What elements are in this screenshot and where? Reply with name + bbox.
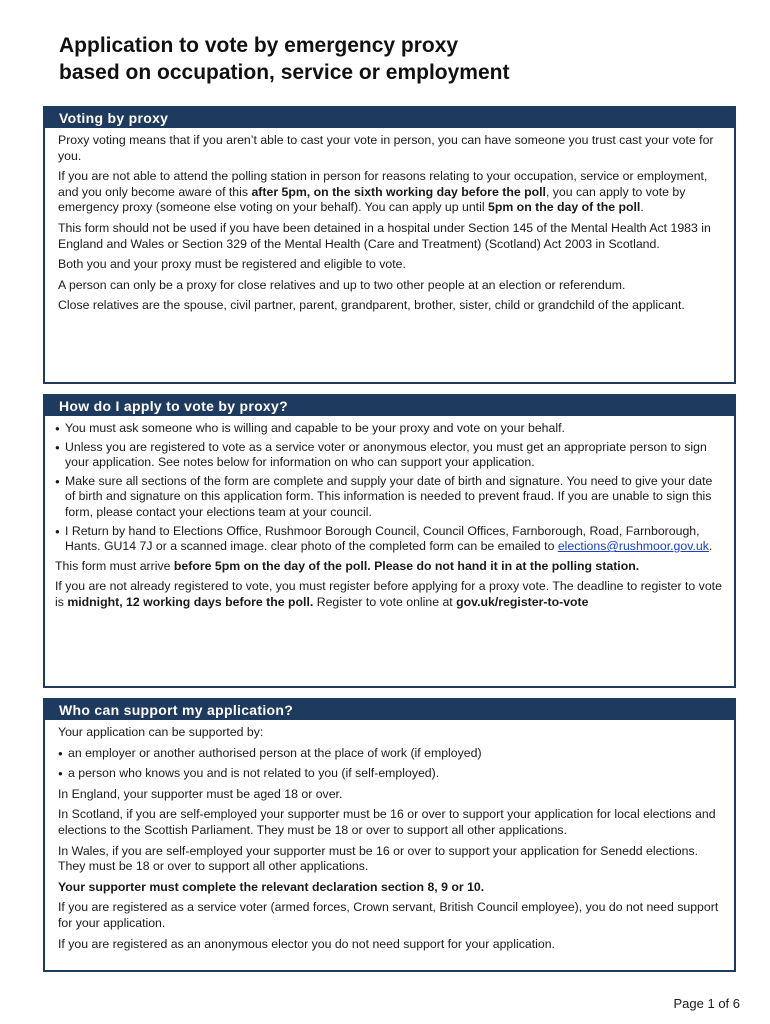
bold-text: after 5pm, on the sixth working day before the poll — [251, 184, 546, 199]
bold-text: gov.uk/register-to-vote — [456, 594, 589, 609]
section-body — [45, 720, 734, 952]
paragraph: In Scotland, if you are self-employed your supporter must be 16 or over to support your application for local elections and elections to the Scottish Parliament. They must be 18 or over to support all other applications. — [58, 807, 716, 837]
list-item: ● Unless you are registered to vote as a service voter or anonymous elector, you must get an appropriate person to sign your application. See notes below for information on who can support your application. — [55, 440, 722, 471]
paragraph — [58, 169, 722, 216]
paragraph: If you are registered as an anonymous elector you do not need support for your application. — [58, 936, 555, 951]
text: I Return by hand to Elections Office, Rushmoor Borough Council, Council Offices, Farnborough, Road, Farnborough, Hants. GU14 7J or a scanned image. clear photo of the completed form can be emailed to — [65, 523, 700, 554]
paragraph: A person can only be a proxy for close relatives and up to two other people at an election or referendum. — [58, 277, 626, 292]
page-title — [59, 32, 719, 86]
page-number: Page 1 of 6 — [673, 996, 740, 1011]
section-voting-by-proxy — [43, 106, 736, 384]
paragraph: Both you and your proxy must be registered and eligible to vote. — [58, 257, 406, 272]
list-item — [55, 524, 722, 555]
text: , you can apply to vote by emergency proxy (someone else voting on your behalf). You can apply up until — [58, 184, 686, 215]
paragraph: Your application can be supported by: — [58, 725, 264, 739]
section-body — [45, 416, 734, 611]
paragraph — [55, 559, 722, 575]
section-body — [45, 128, 734, 314]
email-link[interactable]: elections@rushmoor.gov.uk — [557, 539, 709, 554]
section-how-to-apply — [43, 394, 736, 688]
paragraph: Close relatives are the spouse, civil partner, parent, grandparent, brother, sister, child or grandchild of the applicant. — [58, 298, 685, 313]
title-line-2: based on occupation, service or employment — [59, 61, 510, 84]
text: . — [640, 200, 644, 215]
paragraph: This form should not be used if you have been detained in a hospital under Section 145 of the Mental Health Act 1983 in England and Wales or Section 329 of the Mental Health (Care and Treatment) (Scotland) Act 2003 in Scotland. — [58, 220, 711, 251]
paragraph: Proxy voting means that if you aren’t able to cast your vote in person, you can have someone you trust cast your vote for you. — [58, 133, 714, 163]
paragraph: If you are registered as a service voter (armed forces, Crown servant, British Council employee), you do not need support for your application. — [58, 900, 719, 930]
bold-text: midnight, 12 working days before the poll. — [67, 594, 314, 609]
list-item: ● a person who knows you and is not related to you (if self-employed). — [58, 766, 722, 782]
list-item: ● You must ask someone who is willing and capable to be your proxy and vote on your behalf. — [55, 421, 722, 437]
section-header: Voting by proxy — [45, 108, 734, 128]
text: Register to vote online at — [313, 594, 457, 609]
section-header: Who can support my application? — [45, 700, 734, 720]
text: . — [708, 539, 713, 554]
paragraph: In England, your supporter must be aged 18 or over. — [58, 786, 343, 801]
title-line-1: Application to vote by emergency proxy — [59, 34, 459, 57]
list-item: ● an employer or another authorised person at the place of work (if employed) — [58, 746, 722, 762]
list-item: ● Make sure all sections of the form are complete and supply your date of birth and signature. You need to give your date of birth and signature on this application form. This information is needed to prevent fraud. If you are unable to sign this form, please contact your elections team at your council. — [55, 474, 722, 521]
section-who-can-support — [43, 698, 736, 972]
paragraph: In Wales, if you are self-employed your supporter must be 16 or over to support your application for Senedd elections. They must be 18 or over to support all other applications. — [58, 843, 699, 874]
bold-text: 5pm on the day of the poll — [487, 200, 641, 215]
text: If you are not already registered to vote, you must register before applying for a proxy vote. The deadline to register to vote is — [55, 579, 722, 609]
bold-text: before 5pm on the day of the poll. Please do not hand it in at the polling station. — [173, 558, 640, 573]
text: If you are not able to attend the polling station in person for reasons relating to your occupation, service or employment, and you only become aware of this — [58, 169, 708, 199]
paragraph — [55, 579, 722, 610]
paragraph: Your supporter must complete the relevant declaration section 8, 9 or 10. — [58, 879, 485, 894]
text: This form must arrive — [55, 558, 174, 573]
section-header: How do I apply to vote by proxy? — [45, 396, 734, 416]
